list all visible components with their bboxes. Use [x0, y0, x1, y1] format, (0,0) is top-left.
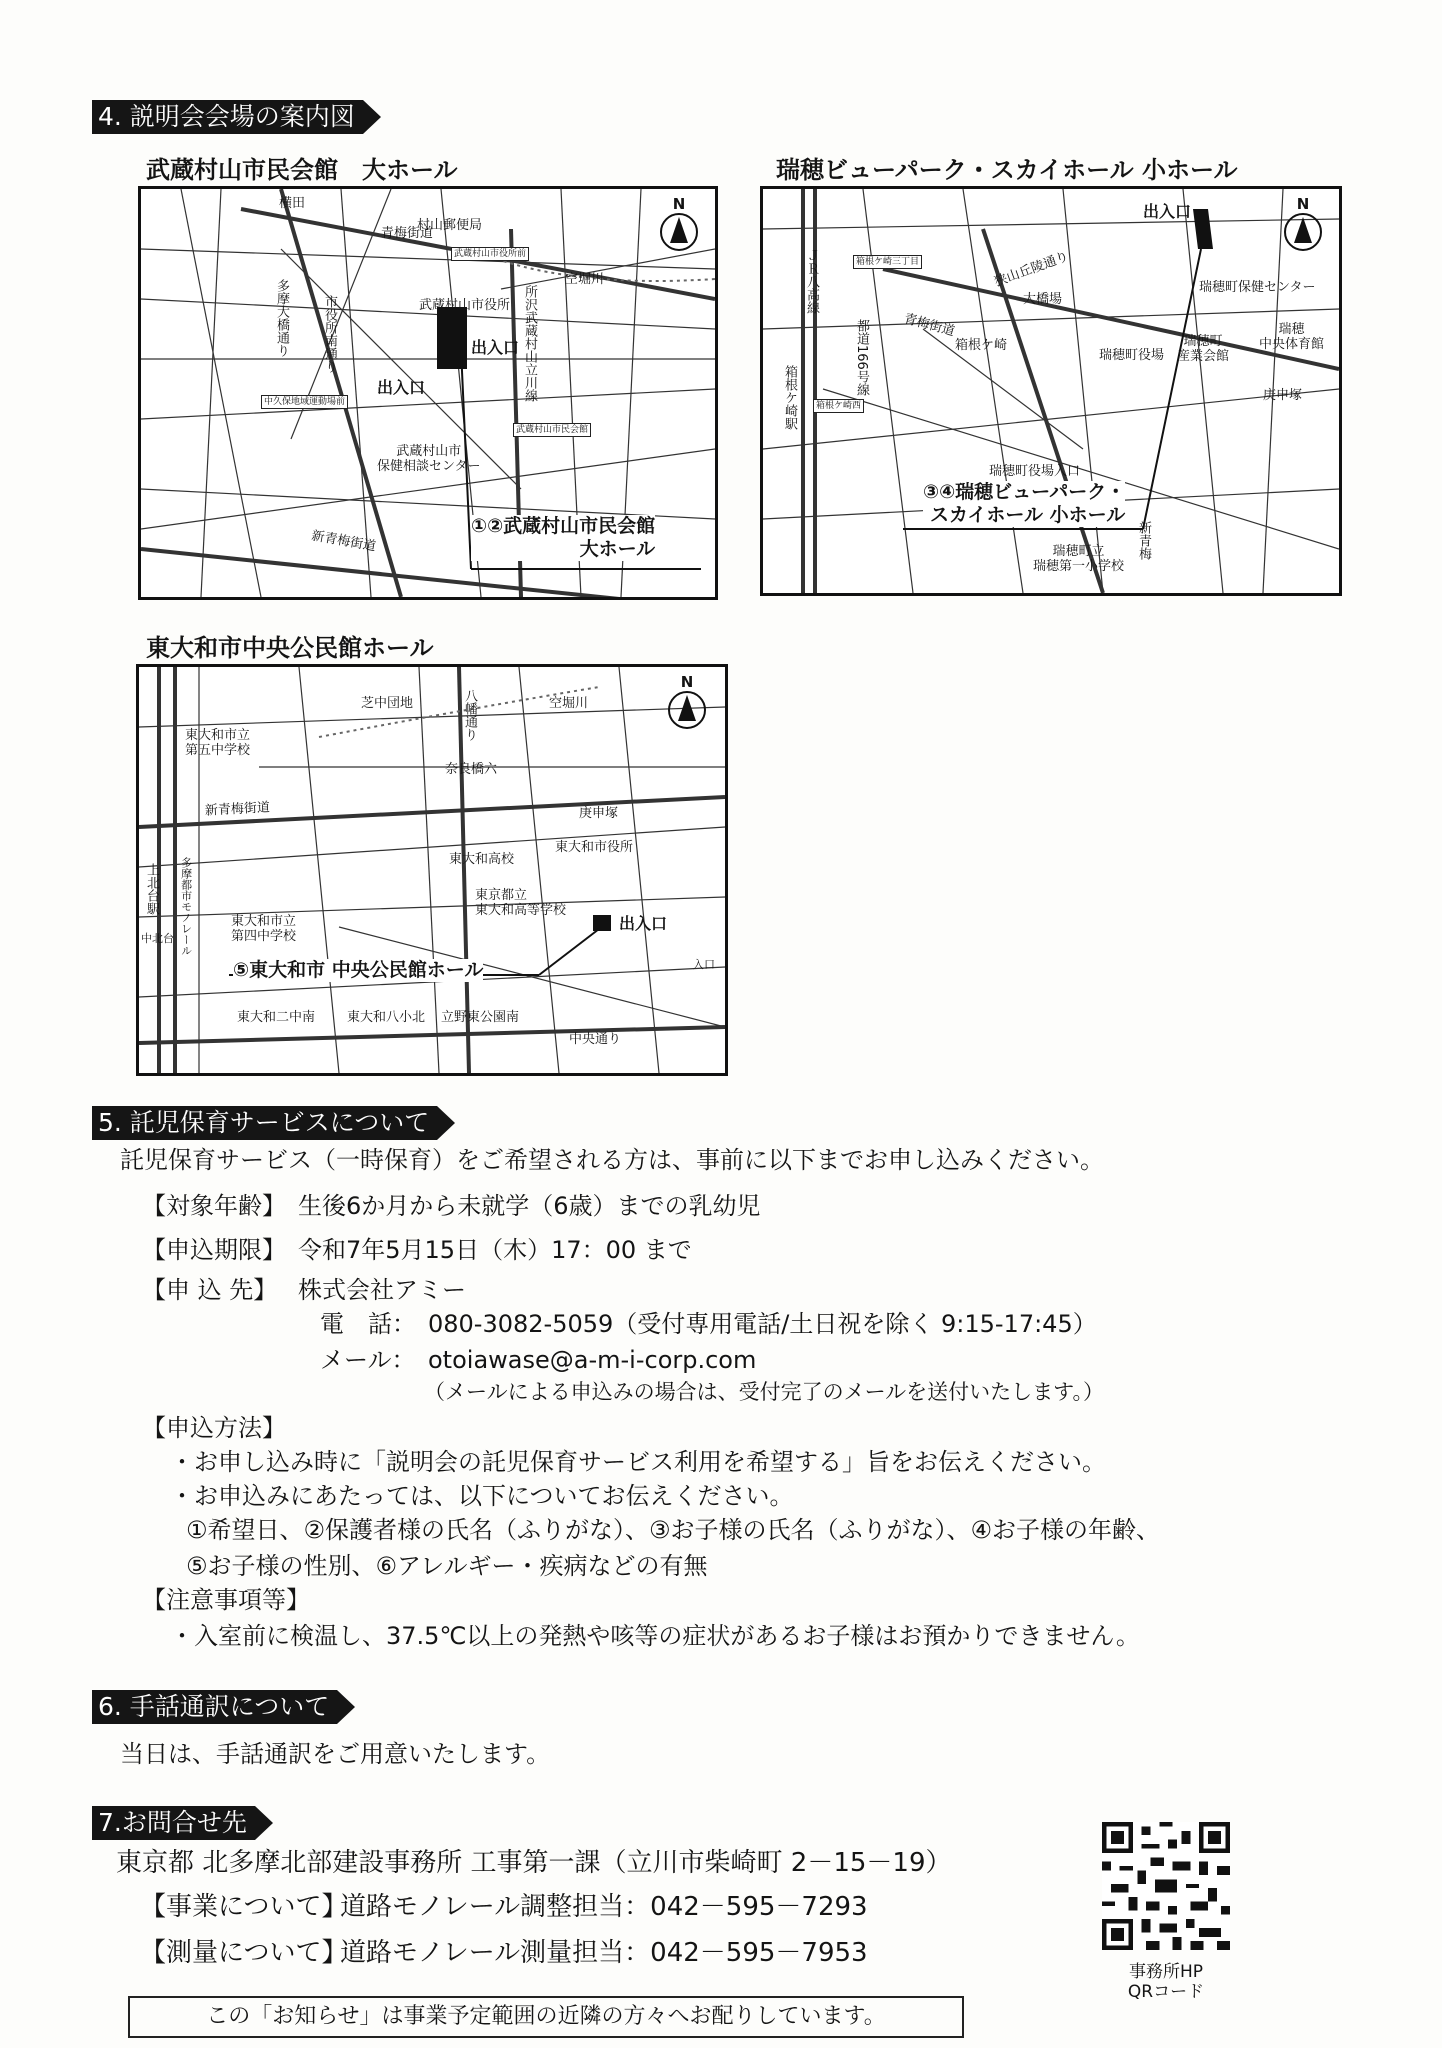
label-exit: 出入口 [1143, 202, 1192, 221]
map-musashimurayama [138, 186, 718, 600]
label-hachisho: 東大和八小北 [347, 1010, 426, 1025]
label-shin-oume: 新青梅街道 [310, 528, 377, 555]
caution-line-1: ・入室前に検温し、37.5℃以上の発熱や咳等の症状があるお子様はお預かりできません。 [170, 1622, 1140, 1650]
method-line-3: ①希望日、②保護者様の氏名（ふりがな）、③お子様の氏名（ふりがな）、④お子様の年齢、 [186, 1516, 1161, 1544]
label-yokota: 横田 [279, 196, 306, 211]
bus-stop-hakone-sanchome: 箱根ケ崎三丁目 [853, 255, 922, 269]
mail-note: （メールによる申込みの場合は、受付完了のメールを送付いたします。） [424, 1380, 1104, 1404]
label-monorail: 多摩都市モノレール [179, 857, 193, 956]
label-hachiman: 八幡通り [461, 689, 477, 741]
label-exit-1: 出入口 [471, 338, 520, 357]
label-exit: 出入口 [619, 914, 668, 933]
map-higashiyamato [136, 664, 728, 1076]
label-kenko-center: 武蔵村山市 保健相談センター [377, 444, 481, 474]
bus-stop-hakone-nishi: 箱根ケ崎西 [813, 399, 864, 413]
label-kamikitadai: 上北台駅 [143, 863, 159, 915]
label-taiikukan: 瑞穂 中央体育館 [1259, 322, 1325, 352]
label-tokou: 東京都立 東大和高等学校 [475, 888, 567, 918]
apply-to-value: 株式会社アミー [298, 1276, 466, 1304]
label-school5: 東大和市立 第五中学校 [185, 728, 251, 758]
label-yakuba: 瑞穂町役場 [1099, 348, 1165, 363]
label-route166: 都道166号線 [853, 319, 869, 396]
distribution-notice: この「お知らせ」は事業予定範囲の近隣の方々へお配りしています。 [128, 1996, 964, 2038]
map-title-higashiyamato: 東大和市中央公民館ホール [146, 634, 434, 662]
section-4-heading: 4. 説明会会場の案内図 [92, 100, 363, 134]
section-6-heading: 6. 手話通訳について [92, 1690, 337, 1724]
apply-to-label: 【申 込 先】 [142, 1276, 278, 1304]
label-oume-kaido: 青梅街道 [381, 226, 434, 241]
venue-label-higashiyamato: ⑤東大和市 中央公民館ホール [233, 959, 484, 981]
label-narahashi6: 奈良橋六 [445, 762, 498, 777]
label-tokorozawa-line: 所沢武蔵村山立川線 [521, 285, 537, 402]
north-arrow-icon: N [667, 673, 707, 733]
label-kitadai: 中北台 [141, 932, 174, 945]
label-post-office: 村山郵便局 [417, 218, 483, 233]
method-label: 【申込方法】 [142, 1414, 286, 1442]
label-chuo: 中央通り [569, 1032, 622, 1047]
caution-label: 【注意事項等】 [142, 1586, 310, 1614]
label-hakonegasaki-station: 箱根ケ崎駅 [781, 365, 797, 430]
label-karabori: 空堀川 [565, 272, 605, 287]
bus-stop-minkaikan: 武蔵村山市民会館 [513, 423, 591, 437]
sign-interpretation-text: 当日は、手話通訳をご用意いたします。 [120, 1740, 551, 1768]
survey-contact-value: 道路モノレール測量担当：042－595－7953 [340, 1938, 868, 1968]
label-mizuho-school: 瑞穂町立 瑞穂第一小学校 [1033, 544, 1125, 574]
mail-label: メール： [320, 1346, 416, 1374]
label-shiyakusho: 東大和市役所 [555, 840, 634, 855]
label-iriguchi: 入口 [693, 958, 715, 971]
label-shiba-danchi: 芝中団地 [361, 696, 414, 711]
method-line-1: ・お申し込み時に「説明会の託児保育サービス利用を希望する」旨をお伝えください。 [170, 1448, 1106, 1476]
survey-contact-label: 【測量について】 [140, 1938, 348, 1968]
label-shiyakusho: 武蔵村山市役所 [419, 298, 511, 313]
deadline-value: 令和7年5月15日（木）17：00 まで [298, 1236, 692, 1264]
label-yakuba-iriguchi: 瑞穂町役場入口 [989, 464, 1081, 479]
deadline-label: 【申込期限】 [142, 1236, 286, 1264]
label-shiyakusho-minami: 市役所南通り [321, 295, 337, 373]
label-hakonegasaki: 箱根ケ崎 [955, 338, 1008, 353]
tel-label: 電 話： [320, 1310, 416, 1338]
bus-stop-nakakune: 中久保地域運動場前 [261, 395, 348, 409]
label-koko: 東大和高校 [449, 852, 515, 867]
label-nichu: 東大和二中南 [237, 1010, 316, 1025]
label-shin-oume: 新青梅街道 [204, 800, 271, 819]
childcare-intro: 託児保育サービス（一時保育）をご希望される方は、事前に以下までお申し込みください。 [120, 1146, 1104, 1174]
label-tama-ohashi: 多摩大橋通り [273, 279, 289, 357]
target-age-label: 【対象年齢】 [142, 1192, 286, 1220]
venue-label-mizuho: ③④瑞穂ビューパーク・ スカイホール 小ホール [923, 481, 1126, 526]
target-age-value: 生後6か月から未就学（6歳）までの乳幼児 [298, 1192, 761, 1220]
label-school4: 東大和市立 第四中学校 [231, 914, 297, 944]
bus-stop-shiyakusho-mae: 武蔵村山市役所前 [451, 247, 529, 261]
qr-code-icon[interactable] [1102, 1822, 1230, 1950]
label-koshinzuka: 庚申塚 [1263, 388, 1303, 403]
label-oume-kaido: 青梅街道 [902, 311, 957, 340]
section-5-heading: 5. 託児保育サービスについて [92, 1106, 437, 1140]
north-arrow-icon: N [1283, 195, 1323, 255]
section-7-heading: 7.お問合せ先 [92, 1806, 255, 1840]
north-arrow-icon: N [659, 195, 699, 255]
map-mizuho-roads [763, 189, 1339, 593]
label-koen: 立野東公園南 [441, 1010, 520, 1025]
label-jr-hachiko: ＪＲ八高線 [803, 249, 819, 314]
label-karabori: 空堀川 [549, 696, 589, 711]
label-exit-2: 出入口 [377, 378, 426, 397]
mail-value[interactable]: otoiawase@a-m-i-corp.com [428, 1346, 757, 1374]
method-line-4: ⑤お子様の性別、⑥アレルギー・疾病などの有無 [186, 1552, 708, 1580]
map-title-musashimurayama: 武蔵村山市民会館 大ホール [146, 156, 458, 184]
qr-caption: 事務所HP QRコード [1127, 1962, 1205, 2003]
label-hoken-center: 瑞穂町保健センター [1199, 280, 1316, 295]
label-sangyo-kaikan: 瑞穂町 産業会館 [1177, 334, 1230, 364]
label-new-oume: 新青梅 [1135, 521, 1151, 560]
contact-office: 東京都 北多摩北部建設事務所 工事第一課（立川市柴崎町 2－15－19） [116, 1848, 952, 1878]
qr-code-graphic [1102, 1822, 1230, 1950]
label-ohashi: 大橋場 [1023, 292, 1063, 307]
project-contact-value: 道路モノレール調整担当：042－595－7293 [340, 1892, 868, 1922]
label-koshinzuka: 庚申塚 [579, 806, 619, 821]
tel-value: 080-3082-5059（受付専用電話/土日祝を除く 9:15-17:45） [428, 1310, 1097, 1338]
label-sayama: 狭山丘陵通り [992, 249, 1071, 290]
map-mizuho [760, 186, 1342, 596]
map-title-mizuho: 瑞穂ビューパーク・スカイホール 小ホール [776, 156, 1238, 184]
project-contact-label: 【事業について】 [140, 1892, 348, 1922]
method-line-2: ・お申込みにあたっては、以下についてお伝えください。 [170, 1482, 794, 1510]
venue-label-musashimurayama: ①②武蔵村山市民会館 大ホール [471, 515, 656, 560]
